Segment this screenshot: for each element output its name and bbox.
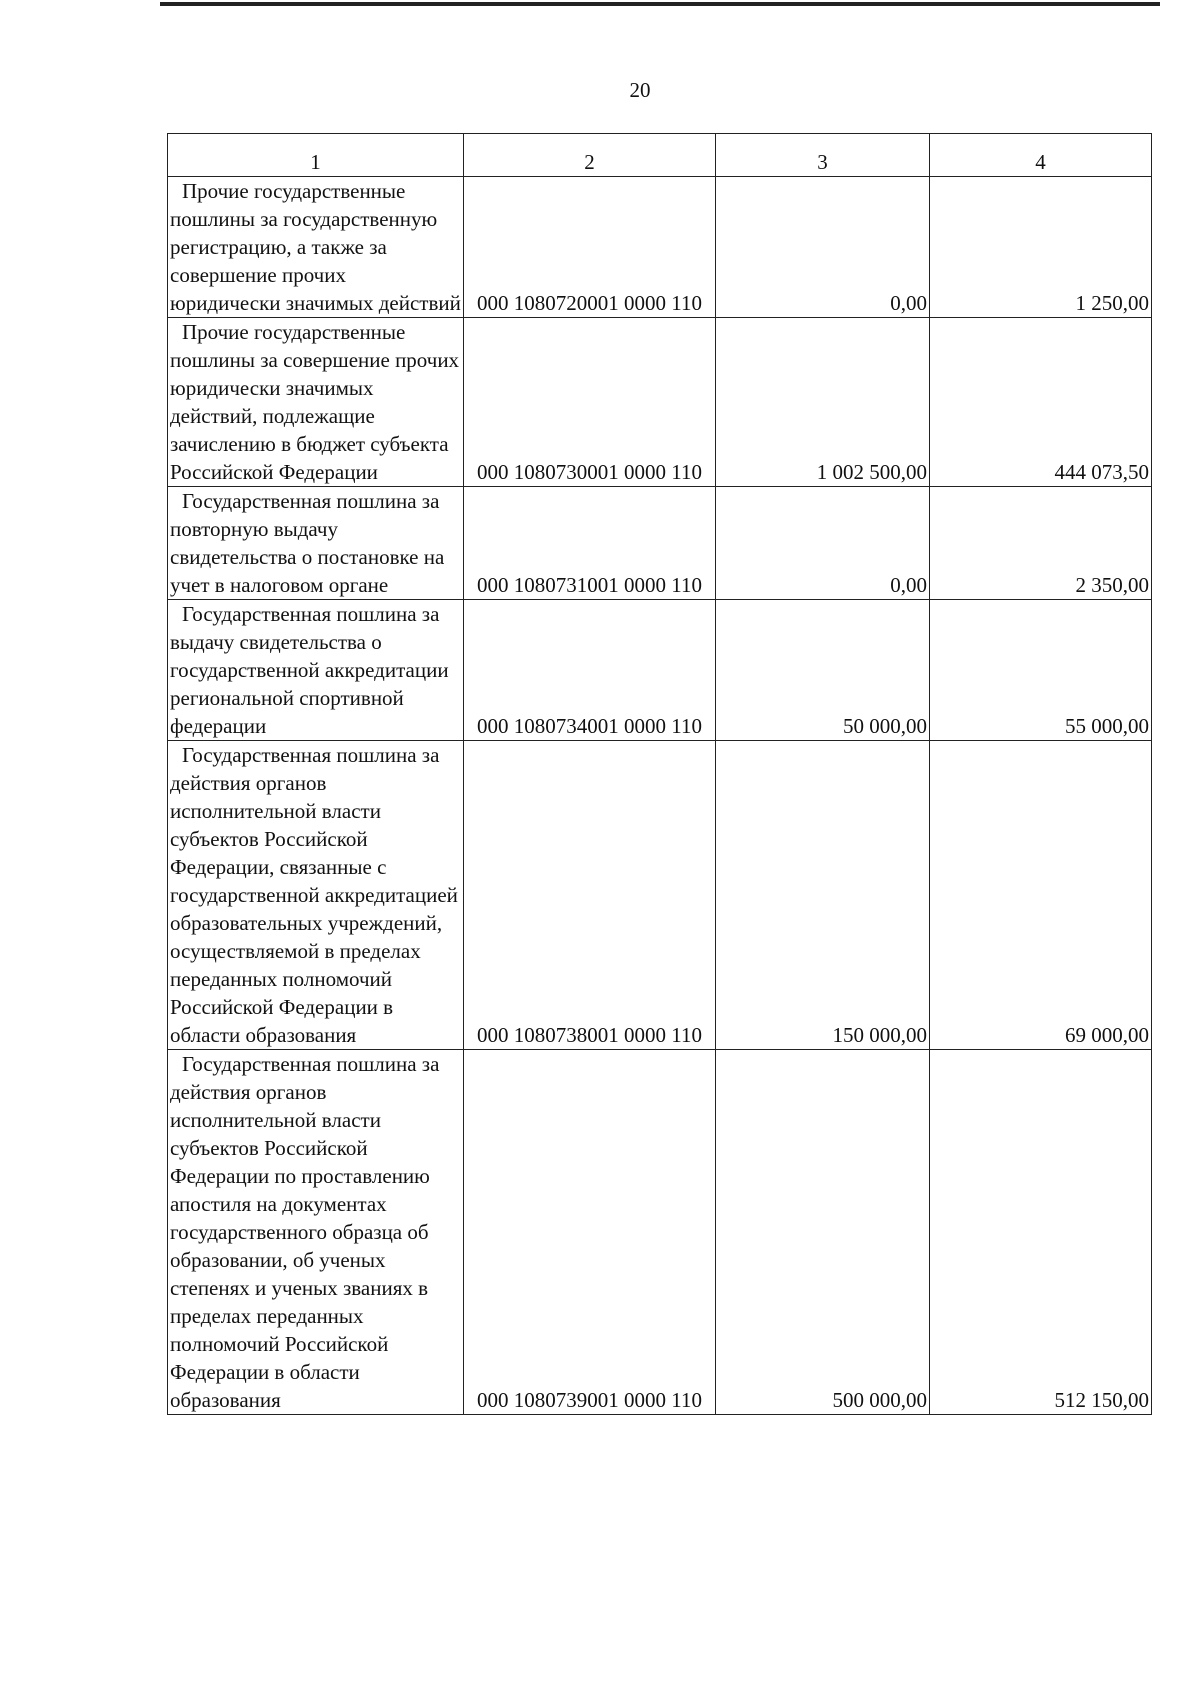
row-name: Государственная пошлина за действия органов исполнительной власти субъектов Российской Федерации по проставлению апостиля на документах государственного образца об образовании, об ученых степенях и ученых званиях в пределах переданных полномочий Российской Федерации в области образования [170, 1052, 440, 1412]
column-header-2: 2 [464, 134, 716, 177]
top-rule [160, 2, 1160, 6]
row-col4-cell [930, 741, 1152, 1050]
row-name-cell [168, 741, 464, 1050]
row-col4-cell [930, 177, 1152, 318]
table-row [168, 177, 1152, 318]
row-col3-value: 150 000,00 [832, 1023, 927, 1047]
row-col3-cell [716, 741, 930, 1050]
row-code-cell [464, 1050, 716, 1415]
row-code-cell [464, 741, 716, 1050]
row-code-cell [464, 318, 716, 487]
row-name-cell [168, 487, 464, 600]
row-code: 000 1080720001 0000 110 [477, 291, 702, 315]
table-row [168, 487, 1152, 600]
row-col3-value: 0,00 [890, 291, 927, 315]
column-header-3: 3 [716, 134, 930, 177]
row-code: 000 1080738001 0000 110 [477, 1023, 702, 1047]
row-col4-cell [930, 600, 1152, 741]
column-header-1: 1 [168, 134, 464, 177]
row-col3-cell [716, 600, 930, 741]
row-name: Государственная пошлина за выдачу свидетельства о государственной аккредитации региональной спортивной федерации [170, 602, 449, 738]
row-col4-value: 69 000,00 [1065, 1023, 1149, 1047]
row-col3-cell [716, 487, 930, 600]
row-col4-cell [930, 318, 1152, 487]
row-col3-value: 50 000,00 [843, 714, 927, 738]
row-col3-value: 0,00 [890, 573, 927, 597]
row-col3-value: 1 002 500,00 [816, 460, 927, 484]
row-name-cell [168, 318, 464, 487]
row-code-cell [464, 600, 716, 741]
row-col4-cell [930, 1050, 1152, 1415]
row-code: 000 1080731001 0000 110 [477, 573, 702, 597]
row-col4-value: 1 250,00 [1075, 291, 1149, 315]
budget-table [167, 133, 1152, 1415]
table-row [168, 741, 1152, 1050]
row-col3-cell [716, 318, 930, 487]
row-name: Прочие государственные пошлины за совершение прочих юридически значимых действий, подлежащие зачислению в бюджет субъекта Российской Федерации [170, 320, 460, 484]
row-col4-value: 512 150,00 [1054, 1388, 1149, 1412]
row-code: 000 1080734001 0000 110 [477, 714, 702, 738]
row-name: Прочие государственные пошлины за государственную регистрацию, а также за совершение прочих юридически значимых действий [170, 179, 461, 315]
table-row [168, 1050, 1152, 1415]
row-code: 000 1080730001 0000 110 [477, 460, 702, 484]
row-name: Государственная пошлина за повторную выдачу свидетельства о постановке на учет в налоговом органе [170, 489, 445, 597]
row-col4-value: 55 000,00 [1065, 714, 1149, 738]
row-code: 000 1080739001 0000 110 [477, 1388, 702, 1412]
row-name: Государственная пошлина за действия органов исполнительной власти субъектов Российской Федерации, связанные с государственной аккредитацией образовательных учреждений, осуществляемой в пределах переданных полномочий Российской Федерации в области образования [170, 743, 458, 1047]
row-col3-cell [716, 177, 930, 318]
row-code-cell [464, 487, 716, 600]
row-name-cell [168, 600, 464, 741]
row-col4-cell [930, 487, 1152, 600]
row-code-cell [464, 177, 716, 318]
table-row [168, 600, 1152, 741]
table-row [168, 318, 1152, 487]
row-col3-value: 500 000,00 [832, 1388, 927, 1412]
page-number: 20 [629, 78, 651, 102]
row-col4-value: 444 073,50 [1054, 460, 1149, 484]
row-name-cell [168, 177, 464, 318]
row-col3-cell [716, 1050, 930, 1415]
header-row [168, 134, 1152, 177]
row-col4-value: 2 350,00 [1075, 573, 1149, 597]
column-header-4: 4 [930, 134, 1152, 177]
row-name-cell [168, 1050, 464, 1415]
